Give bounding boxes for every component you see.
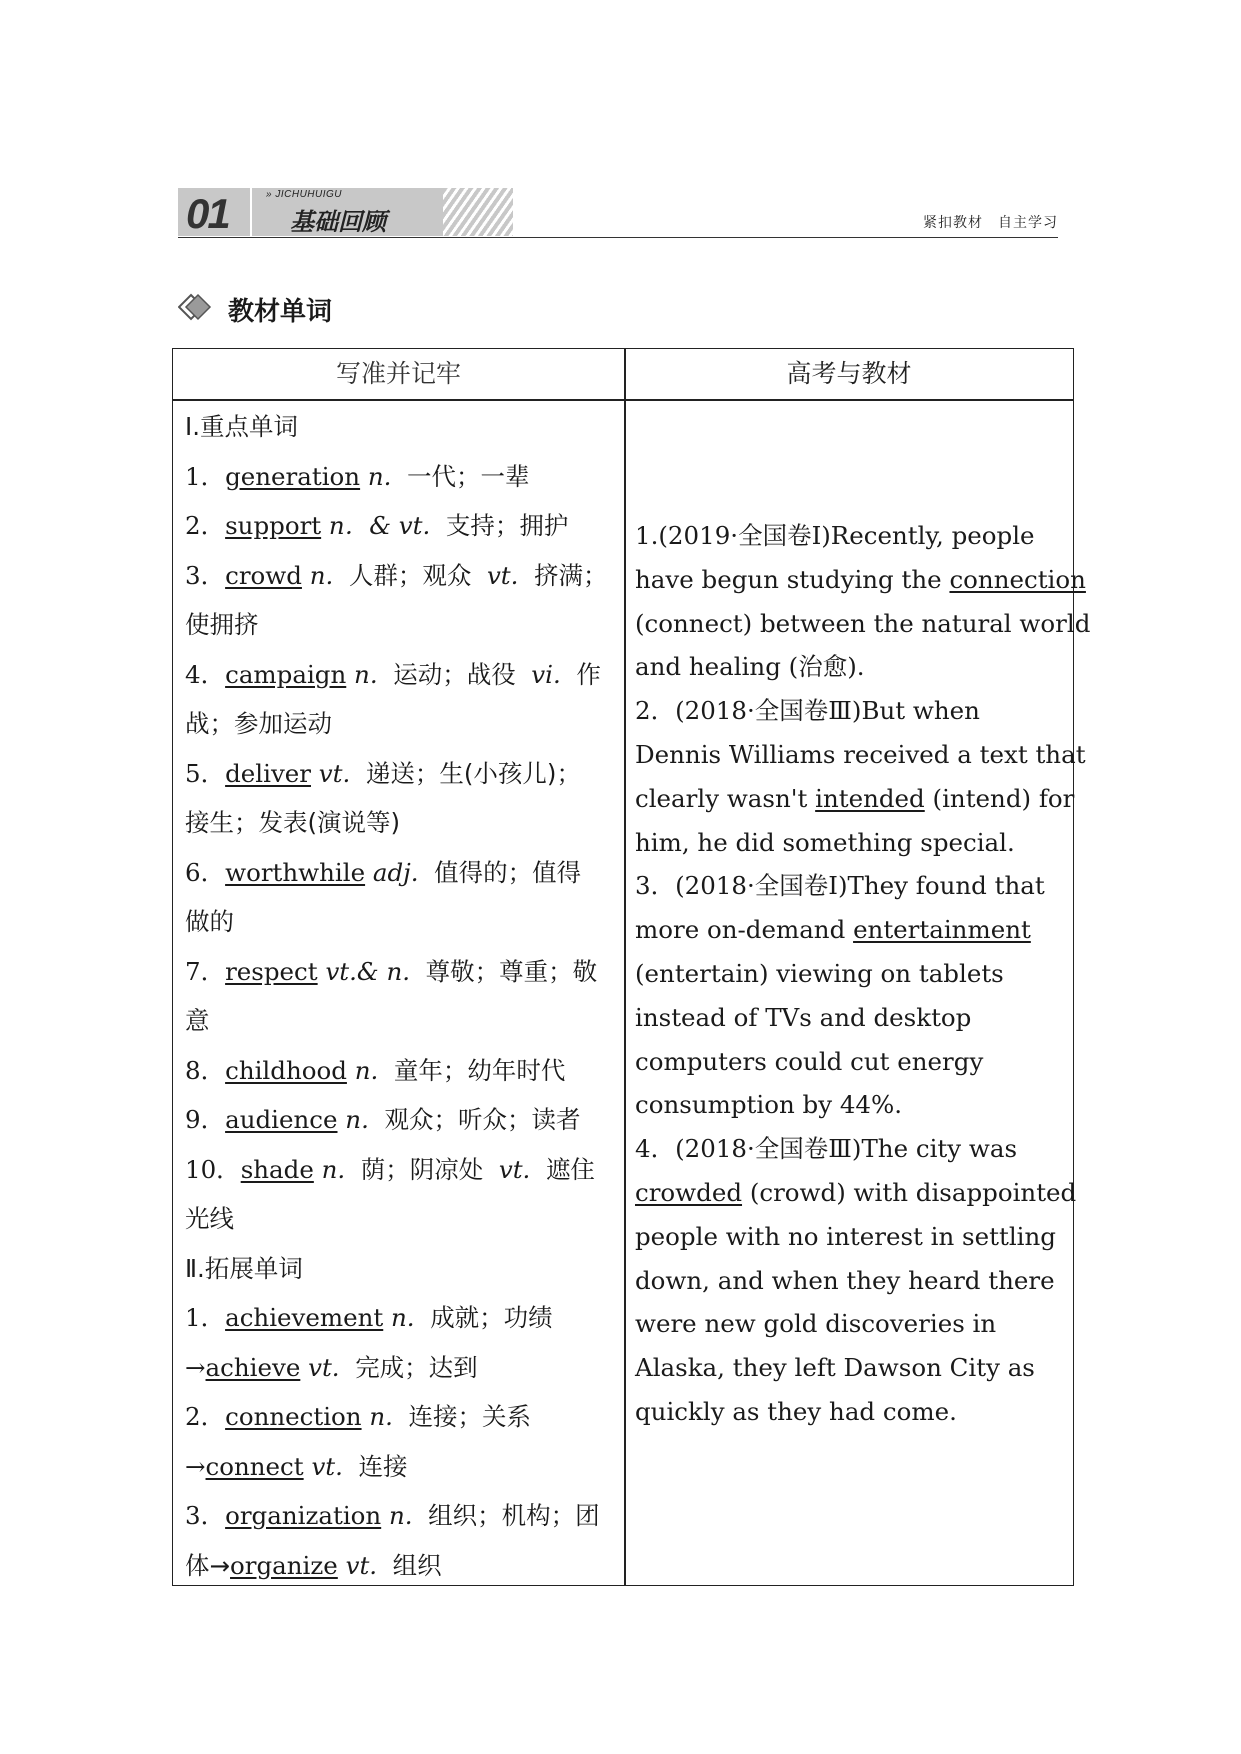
entry-word: organization	[225, 1501, 382, 1530]
answer-word: entertainment	[853, 915, 1031, 945]
word-entry	[185, 1095, 621, 1145]
entry-pos: n.	[309, 560, 334, 590]
entry-number: 3．	[185, 1501, 226, 1530]
entry-meaning: 值得的；值得	[434, 857, 582, 887]
entry-pos-2: vt.	[345, 1550, 378, 1580]
entry-word: achievement	[225, 1303, 384, 1332]
entry-word: deliver	[225, 758, 311, 788]
entry-pos-2: vt.	[311, 1451, 343, 1481]
example-line: (connect) between the natural world	[635, 608, 1091, 638]
word-entry	[185, 501, 621, 551]
word-derivation	[185, 1442, 621, 1492]
entry-word: childhood	[225, 1055, 347, 1085]
header-rule	[178, 237, 1058, 238]
entry-meaning: 连接；关系	[408, 1402, 532, 1431]
table-header-right: 高考与教材	[786, 359, 912, 388]
example-line: (entertain) viewing on tablets	[635, 958, 1004, 988]
header-title: 基础回顾	[290, 208, 386, 236]
entry-pos: vt.& n.	[325, 956, 411, 986]
word-entry	[185, 452, 621, 502]
section-header-band	[178, 188, 1058, 238]
entry-meaning-2: 挤满；	[534, 560, 608, 590]
entry-word: campaign	[225, 659, 347, 689]
example-line: consumption by 44%.	[635, 1090, 903, 1120]
entry-meaning: 观众；听众；读者	[384, 1105, 581, 1134]
entry-meaning-2: 完成；达到	[355, 1352, 478, 1382]
word-entry	[185, 947, 621, 997]
word-entry-continued: 使拥挤	[185, 610, 259, 639]
entry-pos: adj.	[372, 857, 419, 887]
extend-words-heading: Ⅱ.拓展单词	[185, 1253, 303, 1283]
derivation-prefix: 体→	[185, 1550, 231, 1580]
entry-pos: n.	[367, 461, 392, 491]
entry-word: crowd	[225, 560, 302, 590]
entry-number: 8．	[185, 1055, 226, 1085]
header-pinyin	[266, 189, 342, 200]
table-header-divider	[173, 399, 1073, 401]
entry-pos: n．& vt.	[328, 511, 431, 540]
example-line	[635, 558, 1086, 602]
table-header-left: 写准并记牢	[335, 359, 461, 388]
entry-pos-2: vt.	[486, 560, 519, 590]
example-text: (intend) for	[924, 783, 1075, 813]
entry-pos-2: vt.	[308, 1352, 340, 1382]
word-list-column	[185, 402, 621, 1590]
entry-number: 2．	[185, 1402, 226, 1431]
word-entry	[185, 1046, 621, 1096]
word-entry	[185, 1491, 621, 1541]
entry-word: generation	[225, 461, 361, 491]
example-line: Dennis Williams received a text that	[635, 739, 1086, 769]
entry-meaning: 童年；幼年时代	[393, 1055, 566, 1085]
derived-word: connect	[205, 1451, 304, 1481]
example-line: him, he did something special.	[635, 827, 1015, 857]
entry-word: respect	[225, 956, 318, 986]
vocabulary-table	[172, 348, 1091, 1586]
entry-pos: n.	[345, 1105, 369, 1134]
header-motto: 紧扣教材 自主学习	[923, 215, 1058, 231]
example-line: and healing (治愈).	[635, 652, 865, 682]
entry-number: 1．	[185, 461, 226, 491]
entry-word: worthwhile	[225, 857, 366, 887]
exam-example	[635, 864, 1067, 1127]
entry-number: 10．	[185, 1154, 241, 1184]
entry-meaning: 荫；阴凉处	[360, 1154, 484, 1184]
answer-word: connection	[949, 564, 1086, 594]
entry-meaning-2: 遮住	[545, 1154, 595, 1184]
word-derivation	[185, 1343, 621, 1393]
header-tab	[178, 188, 513, 236]
double-chevron-icon: »	[266, 189, 273, 200]
entry-meaning: 人群；观众	[348, 560, 472, 590]
entry-number: 5．	[185, 758, 226, 788]
entry-meaning-2: 作	[576, 659, 601, 689]
entry-pos-2: vi.	[531, 659, 561, 689]
word-entry-continued: 做的	[185, 907, 234, 936]
example-text: have begun studying the	[635, 564, 950, 594]
example-text: (crowd) with disappointed	[742, 1177, 1077, 1207]
word-entry	[185, 1293, 621, 1343]
section-title: 教材单词	[228, 297, 333, 327]
example-text: more on-demand	[635, 915, 854, 945]
word-entry-continued: 意	[185, 1006, 210, 1035]
entry-word: audience	[225, 1105, 338, 1134]
entry-number: 6．	[185, 857, 226, 887]
example-line: down, and when they heard there	[635, 1265, 1055, 1295]
word-entry-continued: 接生；发表(演说等)	[185, 808, 401, 837]
word-entry	[185, 1392, 621, 1442]
entry-number: 4．	[185, 659, 226, 689]
entry-meaning: 递送；生(小孩儿)；	[365, 758, 581, 788]
entry-meaning-2: 连接	[358, 1451, 408, 1481]
entry-word: connection	[225, 1402, 362, 1431]
header-pinyin-text: JICHUHUIGU	[275, 189, 343, 200]
word-entry	[185, 1145, 621, 1195]
entry-number: 2．	[185, 511, 226, 540]
example-line: computers could cut energy	[635, 1046, 984, 1076]
word-derivation	[185, 1541, 621, 1591]
example-line	[635, 908, 1067, 952]
entry-word: support	[225, 511, 322, 540]
entry-number: 7．	[185, 956, 226, 986]
entry-pos: n.	[388, 1501, 413, 1530]
entry-word: shade	[240, 1154, 314, 1184]
exam-example	[635, 1127, 1077, 1434]
entry-meaning: 运动；战役	[393, 659, 516, 689]
entry-pos-2: vt.	[498, 1154, 531, 1184]
entry-number: 9．	[185, 1105, 226, 1134]
diamond-bullet-icon	[178, 292, 212, 322]
entry-number: 1．	[185, 1303, 226, 1332]
answer-word: intended	[815, 783, 925, 813]
example-line: were new gold discoveries in	[635, 1309, 997, 1339]
word-entry	[185, 848, 621, 898]
entry-pos: n.	[369, 1402, 393, 1431]
example-line	[635, 777, 1075, 821]
entry-meaning-2: 组织	[392, 1550, 442, 1580]
entry-number: 3．	[185, 560, 226, 590]
entry-meaning: 成就；功绩	[430, 1303, 553, 1332]
example-line: 1.(2019·全国卷Ⅰ)Recently, people	[635, 521, 1035, 550]
entry-pos: n.	[321, 1154, 346, 1184]
example-line: people with no interest in settling	[635, 1221, 1056, 1251]
entry-meaning: 一代；一辈	[407, 461, 530, 491]
word-entry-continued: 战；参加运动	[185, 709, 332, 738]
exam-example	[635, 689, 1086, 864]
table-column-divider	[624, 349, 626, 1585]
entry-pos: n.	[354, 1055, 379, 1085]
example-line: 3．(2018·全国卷Ⅰ)They found that	[635, 871, 1045, 901]
entry-pos: n.	[391, 1303, 415, 1332]
example-line: Alaska, they left Dawson City as	[635, 1353, 1035, 1383]
answer-word: crowded	[635, 1177, 743, 1207]
example-text: clearly wasn't	[635, 783, 816, 813]
derived-word: organize	[230, 1550, 338, 1580]
word-entry	[185, 551, 621, 601]
key-words-heading: Ⅰ.重点单词	[185, 412, 299, 441]
arrow-icon: →	[185, 1451, 206, 1481]
exam-examples-column	[635, 514, 1091, 1434]
word-entry-continued: 光线	[185, 1204, 234, 1233]
example-line: instead of TVs and desktop	[635, 1002, 972, 1032]
word-entry	[185, 749, 621, 799]
entry-pos: vt.	[318, 758, 351, 788]
example-line: quickly as they had come.	[635, 1396, 957, 1426]
entry-meaning: 支持；拥护	[445, 511, 569, 540]
derived-word: achieve	[205, 1352, 301, 1382]
arrow-icon: →	[185, 1352, 206, 1382]
entry-pos: n.	[354, 659, 378, 689]
example-line: 2．(2018·全国卷Ⅲ)But when	[635, 696, 980, 726]
example-line: 4．(2018·全国卷Ⅲ)The city was	[635, 1134, 1018, 1164]
example-line	[635, 1171, 1077, 1215]
exam-example	[635, 514, 1091, 689]
header-number: 01	[186, 190, 229, 236]
entry-meaning: 尊敬；尊重；敬	[425, 956, 598, 986]
word-entry	[185, 650, 621, 700]
entry-meaning: 组织；机构；团	[428, 1501, 600, 1530]
header-divider	[250, 188, 252, 236]
